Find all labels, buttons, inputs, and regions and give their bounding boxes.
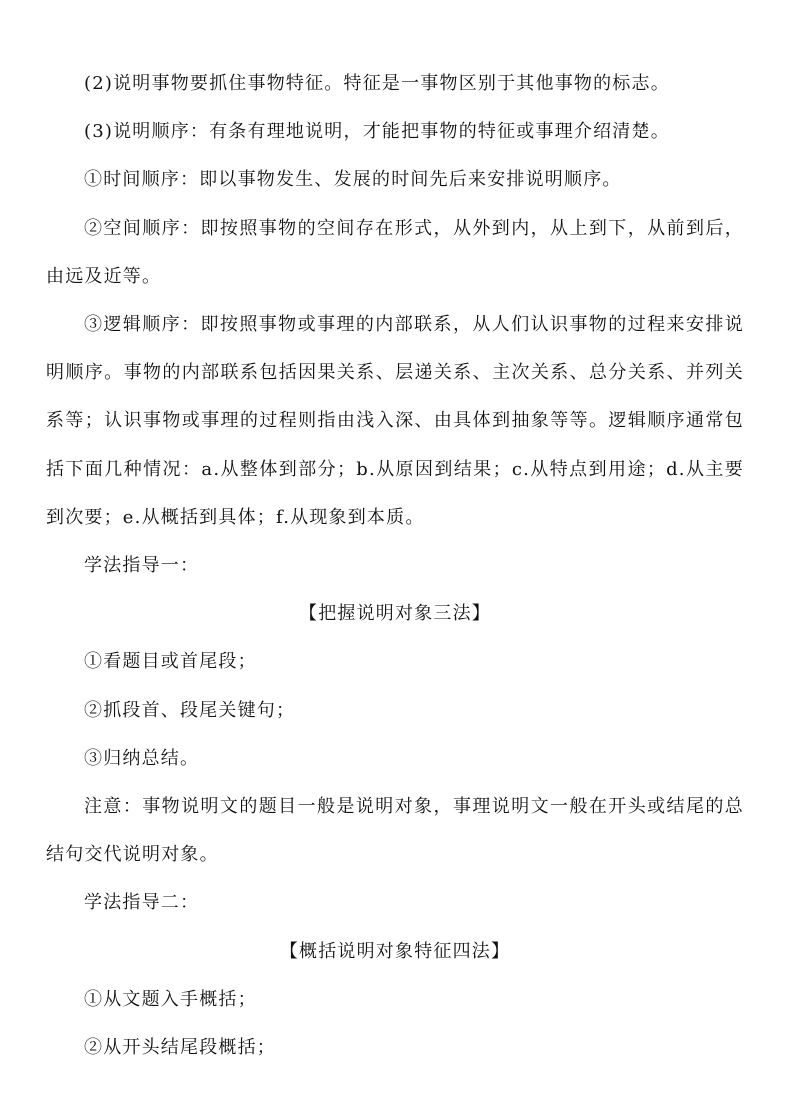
list-item-from-title: ①从文题入手概括； [84,988,257,1010]
section-label-guide-one: 学法指导一： [84,555,200,577]
section-title-feature-methods: 【概括说明对象特征四法】 [279,940,511,962]
list-item-summarize: ③归纳总结。 [84,747,200,769]
paragraph-order: (3)说明顺序：有条有理地说明，才能把事物的特征或事理介绍清楚。 [84,121,670,143]
paragraph-time-order: ①时间顺序：即以事物发生、发展的时间先后来安排说明顺序。 [84,169,622,191]
list-item-title-ends: ①看题目或首尾段； [84,651,257,673]
paragraph-note: 注意：事物说明文的题目一般是说明对象，事理说明文一般在开头或结尾的总结句交代说明对象。 [46,796,744,866]
section-label-guide-two: 学法指导二： [84,892,200,914]
section-title-object-methods: 【把握说明对象三法】 [299,603,491,625]
list-item-key-sentences: ②抓段首、段尾关键句； [84,699,296,721]
list-item-from-ends: ②从开头结尾段概括； [84,1037,276,1059]
paragraph-logic-order: ③逻辑顺序：即按照事物或事理的内部联系，从人们认识事物的过程来安排说明顺序。事物的内部联系包括因果关系、层递关系、主次关系、总分关系、并列关系等；认识事物或事理的过程则指由浅入深、由具体到抽象等等。逻辑顺序通常包括下面几种情况：a.从整体到部分；b.从原因到结果；c.从特点到用途；d.从主要到次要；e.从概括到具体；f.从现象到本质。 [46,314,744,528]
paragraph-space-order: ②空间顺序：即按照事物的空间存在形式，从外到内，从上到下，从前到后，由远及近等。 [46,217,744,287]
paragraph-feature: (2)说明事物要抓住事物特征。特征是一事物区别于其他事物的标志。 [84,73,670,94]
